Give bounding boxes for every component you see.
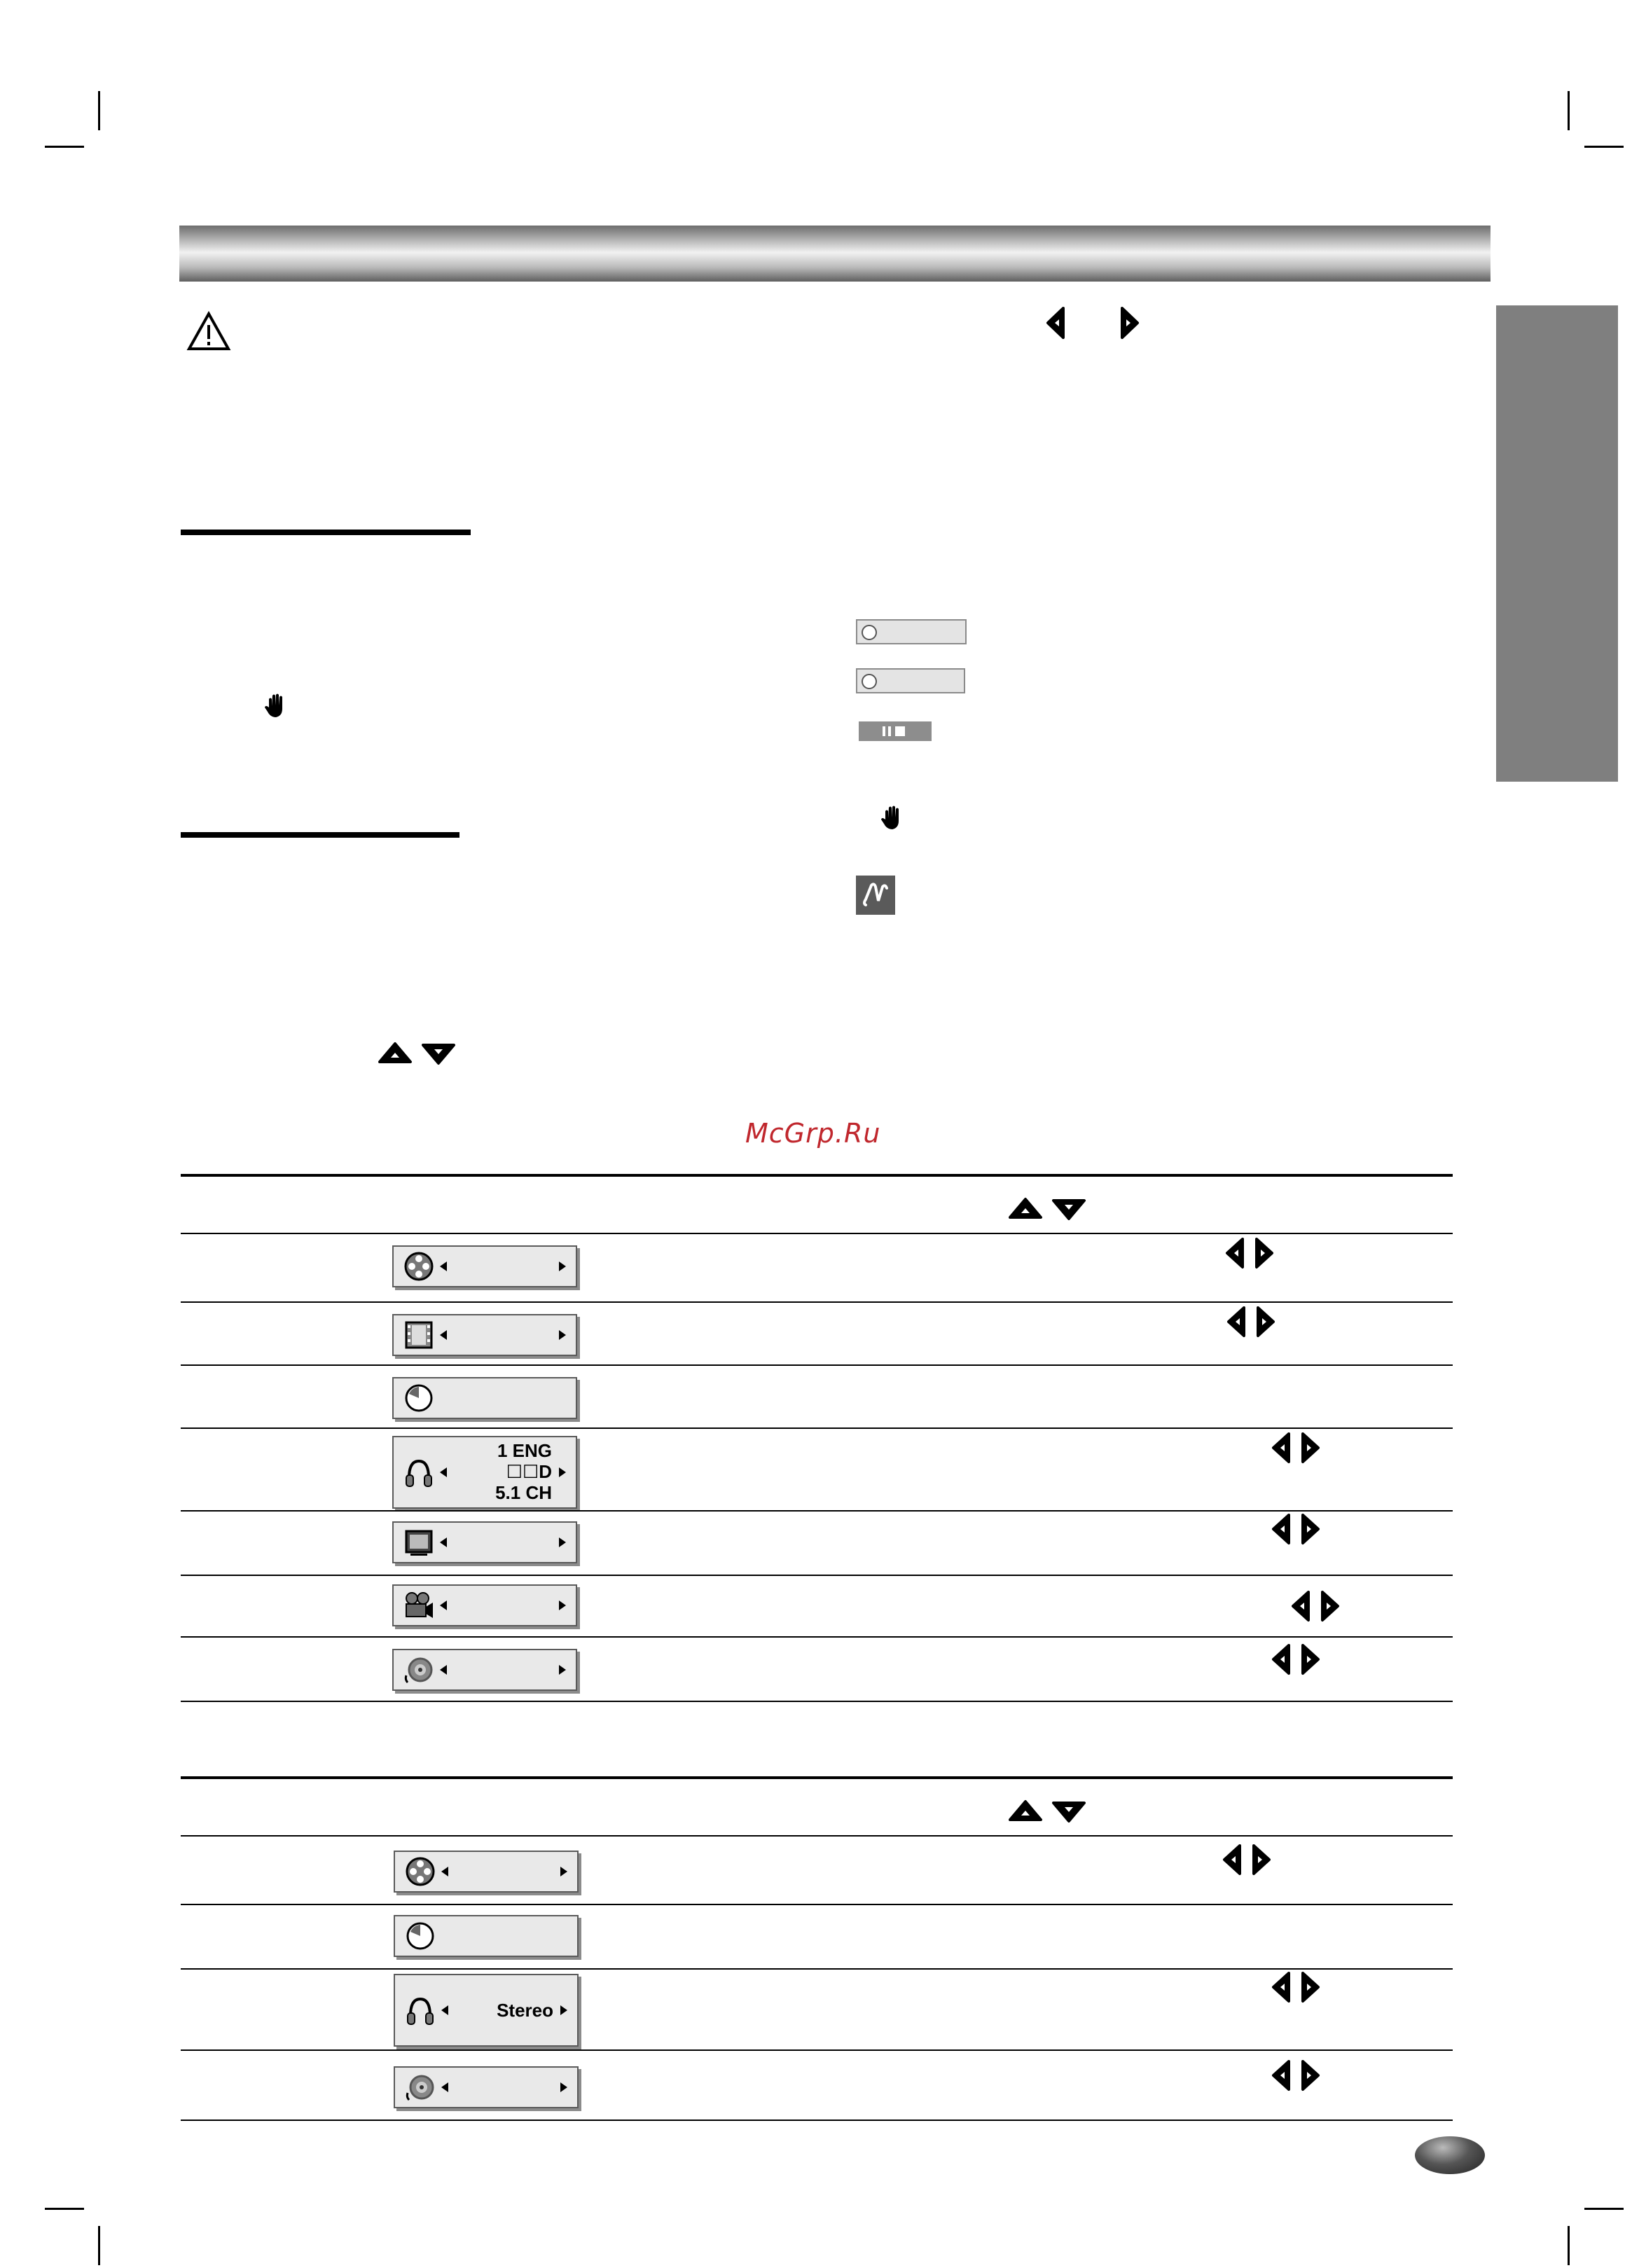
osd-track-display [394,1851,579,1893]
heading-underline [181,530,471,535]
crop-mark [1584,146,1624,148]
repeat-display [856,668,965,693]
left-right-arrows-icon [1269,1432,1322,1464]
osd-time-display [392,1377,577,1419]
osd-sound-display [392,1649,577,1691]
caution-icon [186,311,231,352]
osd-right-arrow [559,1467,566,1477]
up-down-arrows-icon [1004,1797,1087,1825]
osd-subtitle-display [392,1521,577,1563]
heading-underline [181,832,459,838]
table-rule [181,1968,1453,1970]
table-rule [181,1835,1453,1837]
time-icon [403,1383,434,1413]
crop-mark [45,2208,84,2210]
stop-icon [895,726,905,736]
left-right-arrows-icon [1269,1971,1322,2003]
audio-mode: Stereo [497,2000,553,2021]
pause-icon [883,726,885,736]
subtitle-icon [403,1527,434,1558]
osd-left-arrow [441,2005,448,2015]
repeat-display [856,619,967,644]
watermark: McGrp.Ru [745,1118,881,1149]
up-down-arrows-icon [1004,1195,1087,1223]
left-right-arrows-icon [1220,1844,1273,1876]
crop-mark [1568,91,1570,130]
audio-language: 1 ENG [497,1440,552,1461]
left-right-arrows-icon [1289,1590,1342,1622]
table-rule [181,1904,1453,1905]
osd-right-arrow [559,1665,566,1675]
table-rule [181,1174,1453,1177]
crop-mark [1584,2208,1624,2210]
right-arrow-icon [1116,307,1142,339]
left-right-arrows-icon [1269,1513,1322,1545]
osd-left-arrow [440,1467,447,1477]
table-rule [181,1636,1453,1638]
crop-mark [98,2226,100,2265]
table-rule [181,1510,1453,1512]
left-arrow-icon [1044,307,1069,339]
hand-stop-icon [878,804,906,832]
table-rule [181,1575,1453,1576]
osd-right-arrow [560,2082,567,2092]
chapter-icon [403,1320,434,1350]
osd-right-arrow [559,1537,566,1547]
left-right-arrows-icon [1223,1237,1276,1269]
repeat-icon [862,625,877,640]
osd-sound-display [394,2066,579,2108]
sound-icon [405,2072,436,2103]
osd-audio-display [392,1436,577,1509]
osd-right-arrow [559,1330,566,1340]
table-rule [181,1233,1453,1234]
note-icon [856,876,895,915]
osd-audio-display [394,1974,579,2047]
osd-left-arrow [440,1600,447,1610]
osd-angle-display [392,1584,577,1626]
table-rule [181,1427,1453,1429]
table-rule [181,1701,1453,1702]
up-down-arrows-icon [374,1039,457,1067]
time-icon [405,1921,436,1951]
left-right-arrows-icon [1269,2059,1322,2091]
pause-icon [888,726,891,736]
hand-stop-icon [262,692,290,720]
audio-icon [403,1457,434,1488]
left-right-arrows-icon [1269,1643,1322,1675]
osd-left-arrow [441,2082,448,2092]
osd-right-arrow [559,1261,566,1271]
osd-right-arrow [559,1600,566,1610]
osd-right-arrow [560,1867,567,1876]
osd-chapter-display [392,1314,577,1356]
osd-title-display [392,1245,577,1287]
page-number-badge [1415,2136,1485,2174]
osd-left-arrow [441,1867,448,1876]
crop-mark [45,146,84,148]
section-title-bar [179,226,1491,282]
osd-left-arrow [440,1665,447,1675]
osd-left-arrow [440,1330,447,1340]
audio-channels: 5.1 CH [495,1482,552,1503]
osd-right-arrow [560,2005,567,2015]
table-rule [181,1301,1453,1303]
table-rule [181,2049,1453,2051]
table-rule [181,1776,1453,1779]
angle-icon [403,1590,434,1621]
pause-stop-display [859,721,932,741]
osd-time-display [394,1915,579,1957]
left-right-arrows-icon [1224,1306,1278,1338]
audio-format: ☐☐D [506,1461,552,1482]
crop-mark [98,91,100,130]
repeat-icon [862,674,877,689]
table-rule [181,1364,1453,1366]
title-icon [403,1251,434,1282]
table-rule [181,2120,1453,2121]
sound-icon [403,1654,434,1685]
chapter-side-tab [1496,305,1618,782]
osd-left-arrow [440,1261,447,1271]
crop-mark [1568,2226,1570,2265]
track-icon [405,1856,436,1887]
audio-icon [405,1995,436,2026]
osd-left-arrow [440,1537,447,1547]
